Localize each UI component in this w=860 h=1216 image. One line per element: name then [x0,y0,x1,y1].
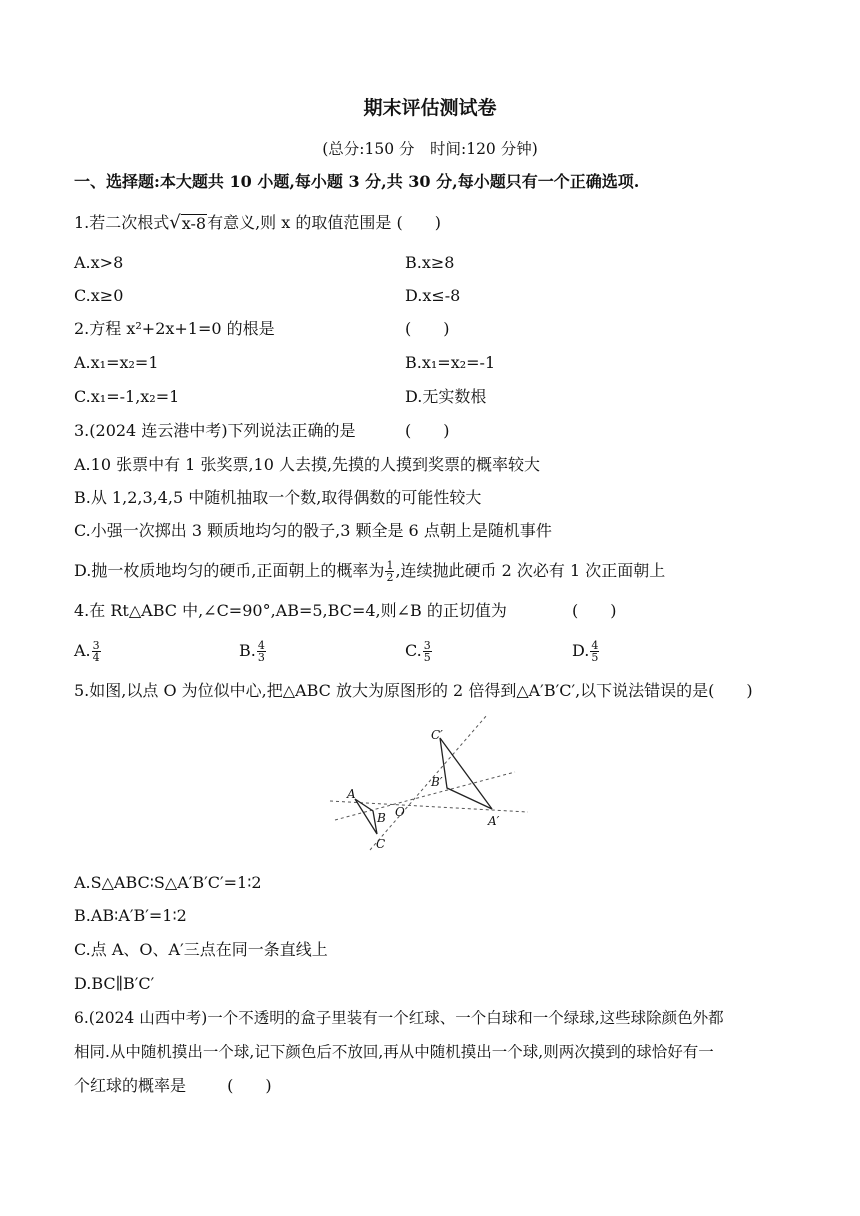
homothety-figure [325,710,535,855]
sqrt-icon: √ [169,212,181,233]
option-label: C. [405,641,422,660]
ray-through-c [370,715,487,850]
denominator: 4 [92,651,100,664]
numerator: 3 [423,639,431,652]
q4-option-d [572,640,600,663]
denominator: 5 [423,651,431,664]
q4-option-c [405,640,433,663]
question-4 [74,601,507,621]
q1-stem-pre: 1.若二次根式 [74,213,170,232]
option-label: D. [572,641,590,660]
q3-option-d [74,560,665,583]
numerator: 4 [257,639,265,652]
q1-option-b: B.x≥8 [405,253,455,272]
label-b: B [377,811,386,825]
q3-option-a: A.10 张票中有 1 张奖票,10 人去摸,先摸的人摸到奖票的概率较大 [74,455,541,474]
q5-stem: 5.如图,以点 O 为位似中心,把△ABC 放大为原图形的 2 倍得到△A′B′C′,以下说法错误的是 [74,681,709,700]
answer-paren: ( ) [396,213,441,232]
q2-option-d: D.无实数根 [405,387,487,406]
question-1 [74,213,441,233]
q5-option-d: D.BC∥B′C′ [74,974,155,993]
radicand: x-8 [181,214,207,233]
q5-option-c: C.点 A、O、A′三点在同一条直线上 [74,940,328,959]
label-a: A [347,787,356,801]
triangle-abc [355,799,377,834]
label-a-prime: A′ [488,814,500,828]
question-6-line-1: 6.(2024 山西中考)一个不透明的盒子里装有一个红球、一个白球和一个绿球,这些球除颜色外都 [74,1009,724,1027]
denominator: 3 [257,651,265,664]
exam-info: (总分:150 分 时间:120 分钟) [322,140,538,158]
q5-option-b: B.AB∶A′B′=1∶2 [74,906,187,925]
q1-stem-post: 有意义,则 x 的取值范围是 [207,213,392,232]
q4-option-b [239,640,267,663]
question-5 [74,681,753,701]
fraction [257,640,266,663]
q6-stem-end: 个红球的概率是 [74,1076,187,1095]
answer-paren: ( ) [405,421,450,440]
option-label: B. [239,641,256,660]
triangle-a2b2c2 [440,738,492,809]
answer-paren: ( ) [227,1076,272,1095]
q3-stem: 3.(2024 连云港中考)下列说法正确的是 [74,421,356,440]
label-o: O [395,805,405,819]
q2-stem: 2.方程 x²+2x+1=0 的根是 [74,319,275,338]
q1-option-c: C.x≥0 [74,286,124,305]
q2-option-c: C.x₁=-1,x₂=1 [74,387,180,406]
option-label: A. [74,641,91,660]
q3-option-c: C.小强一次掷出 3 颗质地均匀的骰子,3 颗全是 6 点朝上是随机事件 [74,521,552,540]
q3-d-pre: D.抛一枚质地均匀的硬币,正面朝上的概率为 [74,561,385,580]
fraction [92,640,101,663]
section-heading: 一、选择题:本大题共 10 小题,每小题 3 分,共 30 分,每小题只有一个正确选项. [74,172,640,191]
fraction [590,640,599,663]
page-title: 期末评估测试卷 [363,97,497,119]
question-6-line-2: 相同.从中随机摸出一个球,记下颜色后不放回,再从中随机摸出一个球,则两次摸到的球恰好有一 [74,1043,714,1061]
label-b-prime: B′ [431,775,443,789]
fraction [423,640,432,663]
q1-option-a: A.x>8 [74,253,124,272]
sqrt-expression [169,214,207,232]
q4-stem: 4.在 Rt△ABC 中,∠C=90°,AB=5,BC=4,则∠B 的正切值为 [74,601,507,620]
q3-option-b: B.从 1,2,3,4,5 中随机抽取一个数,取得偶数的可能性较大 [74,488,482,507]
question-3 [74,421,356,441]
answer-paren: ( ) [405,319,450,338]
q2-option-b: B.x₁=x₂=-1 [405,353,496,372]
q1-option-d: D.x≤-8 [405,286,461,305]
q4-option-a [74,640,102,663]
q2-option-a: A.x₁=x₂=1 [74,353,159,372]
label-c-prime: C′ [431,728,443,742]
question-6-line-3 [74,1076,272,1096]
denominator: 5 [591,651,599,664]
numerator: 4 [591,639,599,652]
question-2 [74,319,275,339]
answer-paren: ( ) [708,681,753,700]
numerator: 1 [386,559,394,572]
answer-paren: ( ) [572,601,617,620]
label-c: C [376,837,386,851]
q3-d-post: ,连续抛此硬币 2 次必有 1 次正面朝上 [395,561,666,580]
numerator: 3 [92,639,100,652]
q5-option-a: A.S△ABC∶S△A′B′C′=1∶2 [74,873,262,892]
denominator: 2 [386,571,394,584]
ray-through-b [335,772,515,820]
fraction [385,560,394,583]
